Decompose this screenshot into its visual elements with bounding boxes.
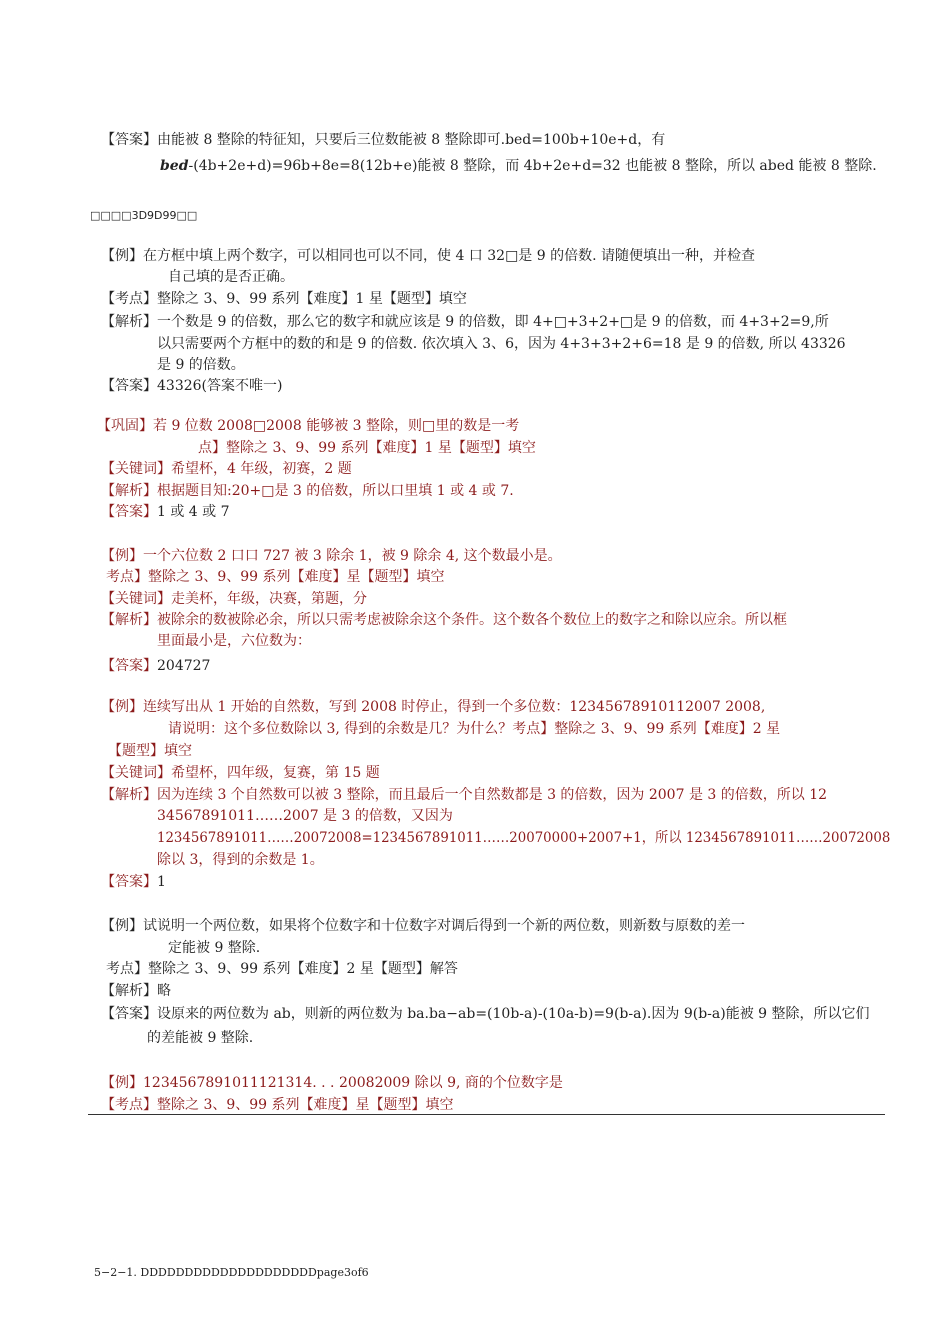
answer-line-2-rest: -(4b+2e+d)=96b+8e=8(12b+e)能被 8 整除，而 4b+2e+d=32 也能被 8 整除，所以 abed 能被 8 整除. (188, 158, 877, 174)
horizontal-rule (88, 1114, 885, 1115)
ex2-keywords: 【关键词】走美杯，年级，决赛，第题，分 (101, 591, 367, 607)
page-footer: 5−2−1. DDDDDDDDDDDDDDDDDDDDpage3of6 (94, 1266, 369, 1279)
ex1-answer: 【答案】43326(答案不唯一) (101, 378, 283, 394)
ex2-answer (101, 656, 210, 676)
ex4-answer-line-1: 【答案】设原来的两位数为 ab，则新的两位数为 ba.ba−ab=(10b-a)-(10a-b)=9(b-a).因为 9(b-a)能被 9 整除，所以它们 (101, 1006, 870, 1022)
ex4-analysis: 【解析】略 (101, 983, 171, 999)
ex5-kaodian: 【考点】整除之 3、9、99 系列【难度】星【题型】填空 (101, 1097, 454, 1113)
ex3-answer-value: 1 (157, 874, 166, 890)
ex3-question-line-2: 请说明：这个多位数除以 3, 得到的余数是几？为什么？考点】整除之 3、9、99 系列【难度】2 星 (168, 721, 781, 737)
ex2-analysis-line-1: 【解析】被除余的数被除必余，所以只需考虑被除余这个条件。这个数各个数位上的数字之和除以应余。所以框 (101, 612, 787, 628)
ex3-question-line-1: 【例】连续写出从 1 开始的自然数，写到 2008 时停止，得到一个多位数：12345678910112007 2008, (101, 699, 766, 715)
gu-analysis: 【解析】根据题目知:20+□是 3 的倍数，所以口里填 1 或 4 或 7. (101, 483, 514, 499)
section-header: □□□□3D9D99□□ (90, 209, 198, 222)
ex4-kaodian: 考点】整除之 3、9、99 系列【难度】2 星【题型】解答 (106, 961, 458, 977)
ex3-question-line-3: 【题型】填空 (108, 743, 192, 759)
answer-bed-term: bed (160, 158, 189, 174)
ex3-analysis-line-3: 1234567891011……20072008=1234567891011……20070000+2007+1，所以 1234567891011……20072008 (157, 830, 891, 846)
gu-answer-value: 1 或 4 或 7 (157, 504, 230, 520)
ex2-question: 【例】一个六位数 2 口口 727 被 3 除余 1，被 9 除余 4, 这个数最小是。 (101, 548, 562, 564)
gu-answer-tag: 【答案】 (101, 504, 157, 520)
ex3-answer-tag: 【答案】 (101, 874, 157, 890)
ex1-analysis-line-1: 【解析】一个数是 9 的倍数，那么它的数字和就应该是 9 的倍数，即 4+□+3+2+□是 9 的倍数，而 4+3+2=9,所 (101, 314, 829, 330)
ex3-analysis-line-1: 【解析】因为连续 3 个自然数可以被 3 整除，而且最后一个自然数都是 3 的倍数，因为 2007 是 3 的倍数，所以 12 (101, 787, 828, 803)
ex2-answer-value: 204727 (157, 658, 211, 674)
ex1-kaodian: 【考点】整除之 3、9、99 系列【难度】1 星【题型】填空 (101, 291, 467, 307)
ex1-question-line-2: 自己填的是否正确。 (168, 269, 294, 285)
ex4-answer-line-2: 的差能被 9 整除. (147, 1030, 254, 1046)
ex2-answer-tag: 【答案】 (101, 658, 157, 674)
ex3-answer (101, 872, 166, 892)
answer-line-1: 【答案】由能被 8 整除的特征知，只要后三位数能被 8 整除即可.bed=100b+10e+d，有 (101, 132, 666, 148)
ex2-analysis-line-2: 里面最小是，六位数为： (157, 633, 311, 649)
ex4-question-line-1: 【例】试说明一个两位数，如果将个位数字和十位数字对调后得到一个新的两位数，则新数与原数的差一 (101, 918, 745, 934)
ex3-keywords: 【关键词】希望杯，四年级，复赛，第 15 题 (101, 765, 380, 781)
ex3-analysis-line-2: 34567891011……2007 是 3 的倍数，又因为 (157, 808, 453, 824)
ex3-analysis-line-4: 除以 3，得到的余数是 1。 (157, 852, 324, 868)
ex1-analysis-line-3: 是 9 的倍数。 (157, 357, 245, 373)
ex2-kaodian: 考点】整除之 3、9、99 系列【难度】星【题型】填空 (106, 569, 445, 585)
ex4-question-line-2: 定能被 9 整除. (168, 940, 261, 956)
ex5-question: 【例】1234567891011121314. . . 20082009 除以 9, 商的个位数字是 (101, 1075, 563, 1091)
gu-answer (101, 502, 230, 522)
answer-line-2 (160, 156, 877, 176)
ex1-question-line-1: 【例】在方框中填上两个数字，可以相同也可以不同，使 4 口 32□是 9 的倍数. 请随便填出一种，并检查 (101, 248, 756, 264)
gu-kaodian: 点】整除之 3、9、99 系列【难度】1 星【题型】填空 (198, 440, 536, 456)
ex1-analysis-line-2: 以只需要两个方框中的数的和是 9 的倍数. 依次填入 3、6，因为 4+3+3+2+6=18 是 9 的倍数, 所以 43326 (157, 336, 846, 352)
gu-question: 【巩固】若 9 位数 2008□2008 能够被 3 整除，则□里的数是一考 (97, 418, 520, 434)
gu-keywords: 【关键词】希望杯，4 年级，初赛，2 题 (101, 461, 352, 477)
